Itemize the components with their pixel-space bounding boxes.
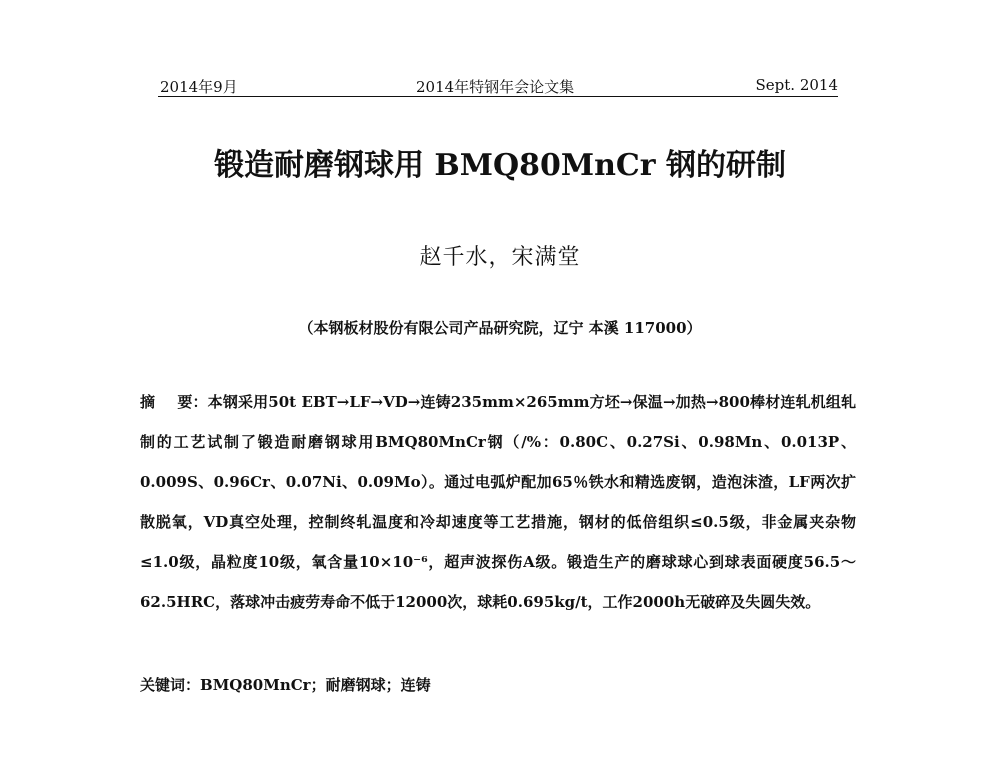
paper-title: 锻造耐磨钢球用 BMQ80MnCr 钢的研制 (213, 148, 787, 183)
running-header (158, 74, 838, 100)
keywords-text: BMQ80MnCr；耐磨钢球；连铸 (200, 676, 431, 694)
header-date-en: Sept. 2014 (755, 76, 838, 94)
header-rule (158, 96, 838, 97)
abstract-label-char2: 要： (177, 393, 208, 411)
abstract-label (140, 393, 208, 411)
abstract-text: 本钢采用50t EBT→LF→VD→连铸235mm×265mm方坯→保温→加热→800棒材连轧机组轧制的工艺试制了锻造耐磨钢球用BMQ80MnCr钢（/%：0.80C、0.27Si、0.98Mn、0.013P、0.009S、0.96Cr、0.07Ni、0.09Mo）。通过电弧炉配加65％铁水和精选废钢，造泡沫渣，LF两次扩散脱氧，VD真空处理，控制终轧温度和冷却速度等工艺措施，钢材的低倍组织≤0.5级，非金属夹杂物≤1.0级，晶粒度10级，氧含量10×10⁻⁶，超声波探伤A级。锻造生产的磨球球心到球表面硬度56.5～62.5HRC，落球冲击疲劳寿命不低于12000次，球耗0.695kg/t，工作2000h无破碎及失圆失效。 (140, 393, 856, 611)
abstract-label-char1: 摘 (140, 393, 156, 411)
keywords-label: 关键词： (140, 676, 201, 694)
author-affiliation: （本钢板材股份有限公司产品研究院，辽宁 本溪 117000） (298, 319, 702, 337)
header-date-cn: 2014年9月 (160, 78, 238, 96)
header-proceedings-title: 2014年特钢年会论文集 (416, 78, 575, 96)
keywords-line (140, 674, 856, 695)
abstract-paragraph (140, 382, 856, 622)
paper-authors: 赵千水，宋满堂 (419, 245, 581, 270)
